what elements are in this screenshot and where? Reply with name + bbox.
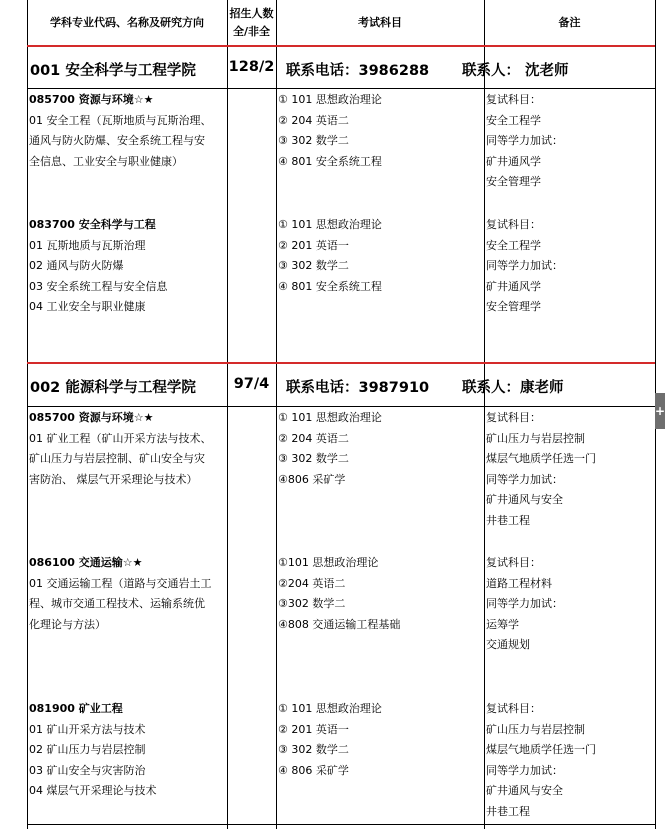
table-border-left <box>27 0 28 829</box>
column-divider-1 <box>227 0 228 829</box>
exam-subjects <box>278 408 382 490</box>
side-scroll-button[interactable]: + <box>655 393 665 429</box>
direction-line: 02 矿山压力与岩层控制 <box>29 743 146 756</box>
header-quota: 招生人数 全/非全 <box>229 7 274 38</box>
note-line: 复试科目： <box>486 702 541 715</box>
exam-subjects <box>278 699 382 781</box>
exam-item: ② 201 英语一 <box>278 238 349 252</box>
section-contact: 联系人：康老师 <box>462 380 564 396</box>
header-exam-subjects: 考试科目 <box>358 16 402 29</box>
exam-item: ④ 801 安全系统工程 <box>278 154 382 168</box>
program-notes <box>486 408 596 531</box>
note-line: 矿井通风与安全 <box>486 784 563 797</box>
note-line: 煤层气地质学任选一门 <box>486 452 596 465</box>
exam-item: ④ 801 安全系统工程 <box>278 279 382 293</box>
direction-line: 01 矿业工程（矿山开采方法与技术、 <box>29 431 212 445</box>
note-line: 复试科目： <box>486 93 541 106</box>
row-divider <box>27 824 655 825</box>
direction-line: 矿山压力与岩层控制、矿山安全与灾 <box>29 452 205 465</box>
note-line: 同等学力加试： <box>486 597 563 610</box>
note-line: 复试科目： <box>486 411 541 424</box>
direction-line: 04 煤层气开采理论与技术 <box>29 784 157 797</box>
section-title: 001 安全科学与工程学院 <box>30 63 196 79</box>
section-phone: 联系电话：3986288 <box>286 63 430 79</box>
note-line: 矿井通风学 <box>486 279 541 293</box>
note-line: 同等学力加试： <box>486 134 563 147</box>
exam-item: ③ 302 数学二 <box>278 452 349 465</box>
direction-line: 02 通风与防火防爆 <box>29 259 124 272</box>
program-directions <box>29 215 168 318</box>
note-line: 矿井通风学 <box>486 154 541 168</box>
exam-item: ③ 302 数学二 <box>278 743 349 756</box>
section-quota: 97/4 <box>233 376 270 392</box>
section-quota: 128/2 <box>228 59 275 75</box>
direction-line: 全信息、工业安全与职业健康） <box>29 154 183 168</box>
direction-line: 01 交通运输工程（道路与交通岩土工 <box>29 576 212 590</box>
note-line: 井巷工程 <box>486 513 530 527</box>
exam-item: ③ 302 数学二 <box>278 134 349 147</box>
exam-item: ② 201 英语一 <box>278 722 349 736</box>
header-notes: 备注 <box>558 16 581 29</box>
note-line: 安全工程学 <box>486 238 541 252</box>
exam-item: ② 204 英语二 <box>278 431 349 445</box>
direction-line: 03 安全系统工程与安全信息 <box>29 279 168 293</box>
note-line: 同等学力加试： <box>486 259 563 272</box>
program-directions <box>29 90 212 172</box>
direction-line: 01 矿山开采方法与技术 <box>29 722 146 736</box>
exam-subjects <box>278 215 382 297</box>
direction-line: 04 工业安全与职业健康 <box>29 300 146 313</box>
column-divider-2 <box>276 0 277 829</box>
note-line: 井巷工程 <box>486 804 530 818</box>
exam-item: ①101 思想政治理论 <box>278 556 379 569</box>
note-line: 运筹学 <box>486 617 519 631</box>
note-line: 同等学力加试： <box>486 763 563 777</box>
program-name: 083700 安全科学与工程 <box>29 218 156 231</box>
note-line: 煤层气地质学任选一门 <box>486 743 596 756</box>
note-line: 安全工程学 <box>486 113 541 127</box>
note-line: 安全管理学 <box>486 175 541 188</box>
exam-item: ③302 数学二 <box>278 597 346 610</box>
exam-item: ④808 交通运输工程基础 <box>278 617 401 631</box>
exam-subjects <box>278 90 382 172</box>
direction-line: 害防治、 煤层气开采理论与技术） <box>29 472 198 486</box>
note-line: 复试科目： <box>486 556 541 569</box>
note-line: 复试科目： <box>486 218 541 231</box>
exam-subjects <box>278 553 400 635</box>
section-title: 002 能源科学与工程学院 <box>30 380 196 396</box>
program-notes <box>486 215 563 318</box>
exam-item: ④806 采矿学 <box>278 472 346 486</box>
program-directions <box>29 408 212 490</box>
note-line: 同等学力加试： <box>486 472 563 486</box>
exam-item: ① 101 思想政治理论 <box>278 411 382 424</box>
exam-item: ① 101 思想政治理论 <box>278 702 382 715</box>
program-name: 085700 资源与环境☆★ <box>29 93 154 106</box>
section-contact: 联系人： 沈老师 <box>462 63 569 79</box>
direction-line: 01 瓦斯地质与瓦斯治理 <box>29 238 146 252</box>
note-line: 矿山压力与岩层控制 <box>486 431 585 445</box>
program-name: 085700 资源与环境☆★ <box>29 411 154 424</box>
exam-item: ② 204 英语二 <box>278 113 349 127</box>
direction-line: 01 安全工程（瓦斯地质与瓦斯治理、 <box>29 113 212 127</box>
exam-item: ① 101 思想政治理论 <box>278 218 382 231</box>
program-notes <box>486 699 596 822</box>
row-divider <box>27 88 655 89</box>
program-directions <box>29 553 212 635</box>
program-notes <box>486 90 563 193</box>
exam-item: ① 101 思想政治理论 <box>278 93 382 106</box>
program-name: 081900 矿业工程 <box>29 702 123 715</box>
section-phone: 联系电话：3987910 <box>286 380 430 396</box>
exam-item: ②204 英语二 <box>278 576 346 590</box>
note-line: 交通规划 <box>486 638 530 651</box>
program-name: 086100 交通运输☆★ <box>29 556 143 569</box>
exam-item: ④ 806 采矿学 <box>278 763 349 777</box>
note-line: 安全管理学 <box>486 300 541 313</box>
note-line: 矿井通风与安全 <box>486 493 563 506</box>
program-notes <box>486 553 563 656</box>
direction-line: 通风与防火防爆、安全系统工程与安 <box>29 134 205 147</box>
exam-item: ③ 302 数学二 <box>278 259 349 272</box>
direction-line: 化理论与方法） <box>29 617 106 631</box>
program-directions <box>29 699 157 802</box>
note-line: 道路工程材料 <box>486 576 552 590</box>
section-divider <box>27 362 655 364</box>
note-line: 矿山压力与岩层控制 <box>486 722 585 736</box>
direction-line: 03 矿山安全与灾害防治 <box>29 763 146 777</box>
row-divider <box>27 406 655 407</box>
header-direction: 学科专业代码、名称及研究方向 <box>50 16 204 29</box>
column-divider-3 <box>484 0 485 829</box>
direction-line: 程、城市交通工程技术、运输系统优 <box>29 597 205 610</box>
